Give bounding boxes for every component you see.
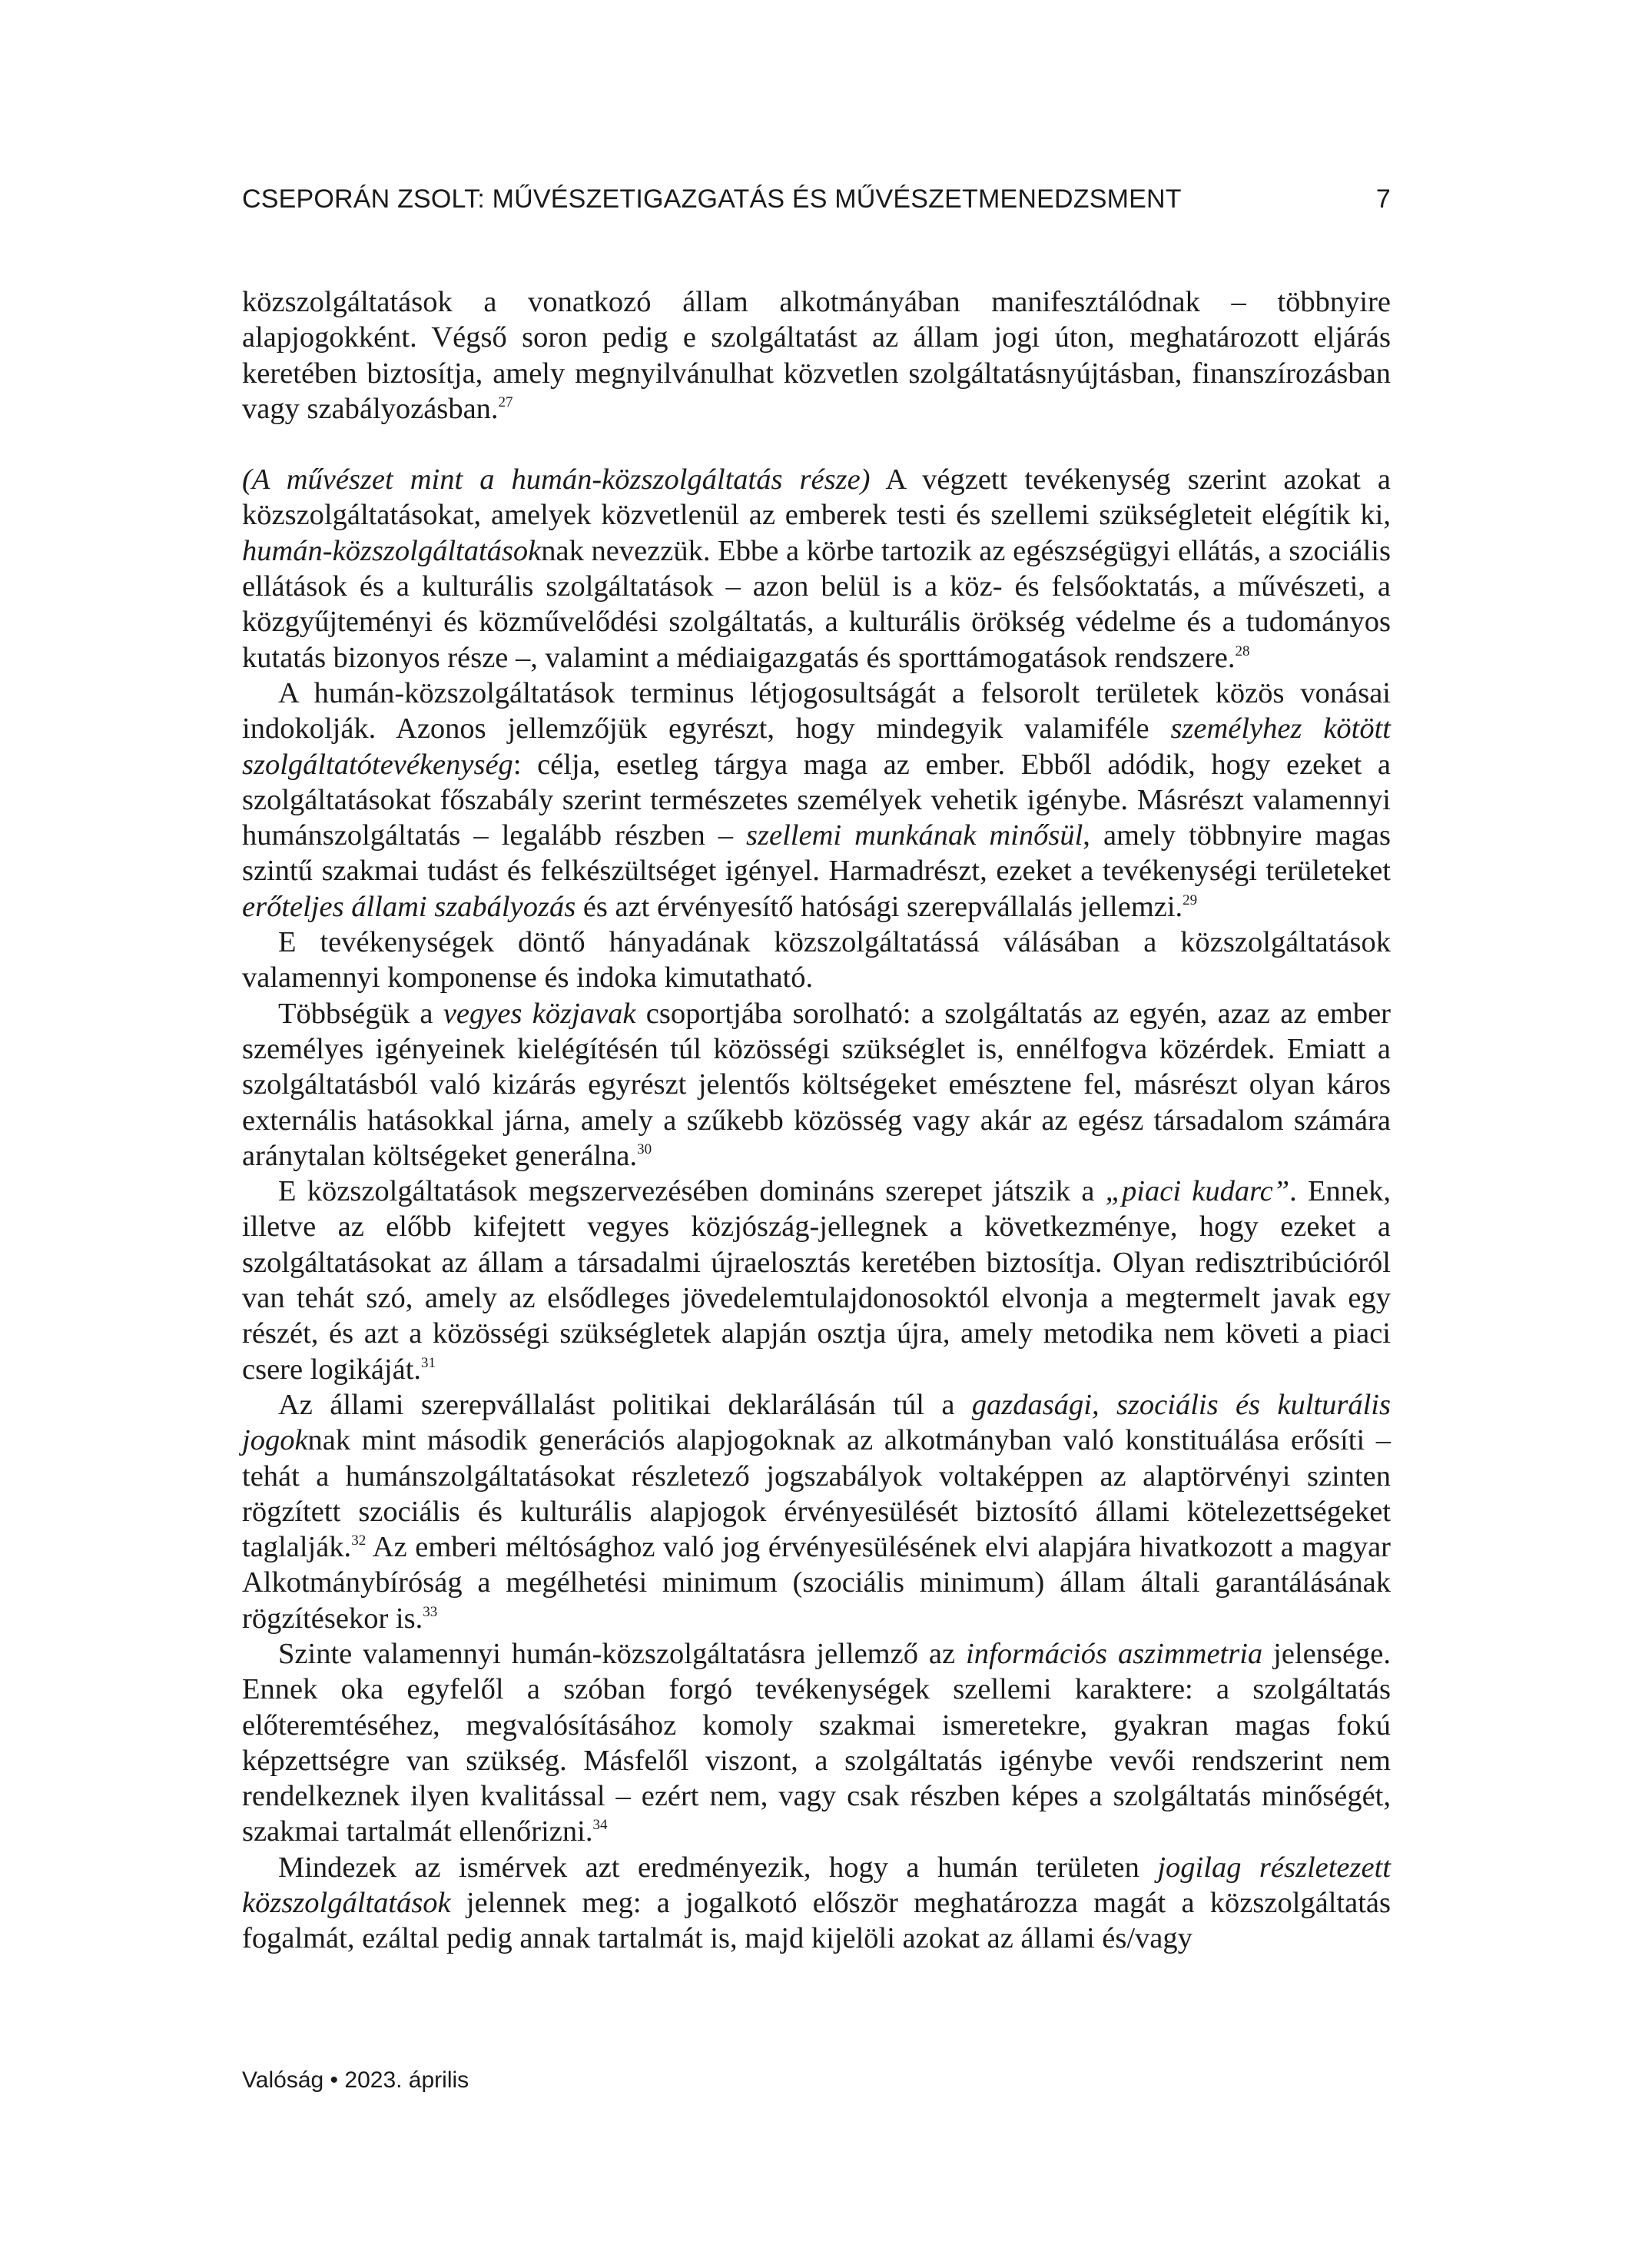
italic-emphasis: vegyes közjavak xyxy=(443,997,636,1030)
italic-emphasis: jogilag részletezett közszolgáltatások xyxy=(242,1851,1391,1920)
text-run: nak nevezzük. Ebbe a körbe tartozik az egészségügyi ellátás, a szociális ellátások és a kulturális szolgáltatások – azon belül is a köz- és felsőoktatás, a művészeti, a közgyűjteményi és közművelődési szolgáltatás, a kulturális örökség védelme és a tudományos kutatás bizonyos része –, valamint a médiaigazgatás és sporttámogatások rendszere. xyxy=(242,534,1391,674)
italic-emphasis: információs aszimmetria xyxy=(966,1637,1263,1670)
text-run: nak mint második generációs alapjogoknak az alkotmányban való konstituálása erősíti – tehát a humánszolgáltatásokat részletező jogszabályok voltaképpen az alaptörvényi szinten rögzített szociális és kulturális alapjogok érvényesülését biztosító állami kötelezettségeket taglalják. xyxy=(242,1424,1391,1564)
italic-emphasis: gazdasági, szociális és kulturális jogok xyxy=(242,1388,1391,1457)
text-run: A humán-közszolgáltatások terminus létjogosultságát a felsorolt területek közös vonásai indokolják. Azonos jellemzőjük egyrészt, hogy mindegyik valamiféle xyxy=(242,676,1391,745)
paragraph xyxy=(242,284,1391,427)
text-run: E közszolgáltatások megszervezésében domináns szerepet játszik a xyxy=(278,1175,1106,1208)
paragraph xyxy=(242,925,1391,996)
text-run: , amely többnyire magas szintű szakmai tudást és felkészültséget igényel. Harmadrészt, ezeket a tevékenységi területeket xyxy=(242,819,1391,888)
italic-emphasis: szellemi munkának minősül xyxy=(746,819,1083,852)
italic-emphasis: (A művészet mint a humán-közszolgáltatás része) xyxy=(242,463,871,496)
text-run: jelennek meg: a jogalkotó először meghatározza magát a közszolgáltatás fogalmát, ezáltal pedig annak tartalmát is, majd kijelöli azokat az állami és/vagy xyxy=(242,1887,1391,1955)
page-number: 7 xyxy=(1375,184,1391,214)
text-run: Az emberi méltósághoz való jog érvényesülésének elvi alapjára hivatkozott a magyar Alkotmánybíróság a megélhetési minimum (szociális minimum) állam általi garantálásának rögzítésekor is. xyxy=(242,1531,1391,1635)
text-run: jelensége. Ennek oka egyfelől a szóban forgó tevékenységek szellemi karaktere: a szolgáltatás előteremtéséhez, megvalósításához komoly szakmai ismeretekre, gyakran magas fokú képzettségre van szükség. Másfelől viszont, a szolgáltatás igénybe vevői rendszerint nem rendelkeznek ilyen kvalitással – ezért nem, vagy csak részben képes a szolgáltatás minőségét, szakmai tartalmát ellenőrizni. xyxy=(242,1637,1391,1848)
text-run: Szinte valamennyi humán-közszolgáltatásra jellemző az xyxy=(278,1637,967,1670)
paragraph xyxy=(242,1636,1391,1850)
footnote-marker: 29 xyxy=(1183,892,1198,908)
footnote-marker: 27 xyxy=(498,393,513,410)
running-title: CSEPORÁN ZSOLT: MŰVÉSZETIGAZGATÁS ÉS MŰVÉSZETMENEDZSMENT xyxy=(242,184,1182,214)
italic-emphasis: személyhez kötött szolgáltatótevékenység xyxy=(242,712,1392,781)
paragraph xyxy=(242,996,1391,1174)
text-run: Az állami szerepvállalást politikai deklarálásán túl a xyxy=(278,1388,972,1421)
paragraph xyxy=(242,676,1391,925)
text-run: és azt érvényesítő hatósági szerepvállalás jellemzi. xyxy=(576,890,1183,923)
footnote-marker: 32 xyxy=(351,1532,367,1549)
text-run: Mindezek az ismérvek azt eredményezik, hogy a humán területen xyxy=(278,1851,1158,1884)
text-run: E tevékenységek döntő hányadának közszolgáltatássá válásában a közszolgáltatások valamennyi komponense és indoka kimutatható. xyxy=(242,926,1391,995)
text-run: közszolgáltatások a vonatkozó állam alkotmányában manifesztálódnak – többnyire alapjogokként. Végső soron pedig e szolgáltatást az állam jogi úton, meghatározott eljárás keretében biztosítja, amely megnyilvánulhat közvetlen szolgáltatásnyújtásban, finanszírozásban vagy szabályozásban. xyxy=(242,286,1391,425)
italic-emphasis: humán-közszolgáltatások xyxy=(242,534,542,567)
footnote-marker: 33 xyxy=(423,1603,438,1620)
footnote-marker: 30 xyxy=(637,1141,652,1157)
text-run: csoportjába sorolható: a szolgáltatás az egyén, azaz az ember személyes igényeinek kielégítésén túl közösségi szükséglet is, ennélfogva közérdek. Emiatt a szolgáltatásból való kizárás egyrészt jelentős költségeket emésztene fel, másrészt olyan káros externális hatásokkal járna, amely a szűkebb közösség vagy akár az egész társadalom számára aránytalan költségeket generálna. xyxy=(242,997,1391,1172)
journal-name: Valóság xyxy=(242,2067,324,2093)
footnote-marker: 28 xyxy=(1235,643,1250,659)
page-footer xyxy=(242,2067,469,2094)
italic-emphasis: erőteljes állami szabályozás xyxy=(242,890,576,923)
paragraph xyxy=(242,1174,1391,1387)
text-run: . Ennek, illetve az előbb kifejtett vegyes közjószág-jellegnek a következménye, hogy ezeket a szolgáltatásokat az állam a társadalmi újraelosztás keretében biztosítja. Olyan redisztribúcióról van tehát szó, amely az elsődleges jövedelemtulajdonosoktól elvonja a megtermelt javak egy részét, és azt a közösségi szükségletek alapján osztja újra, amely metodika nem követi a piaci csere logikáját. xyxy=(242,1175,1391,1386)
issue-date: 2023. április xyxy=(344,2067,469,2093)
text-run: : célja, esetleg tárgya maga az ember. Ebből adódik, hogy ezeket a szolgáltatásokat főszabály szerint természetes személyek vehetik igénybe. Másrészt valamennyi humánszolgáltatás – legalább részben – xyxy=(242,748,1391,852)
running-header xyxy=(242,184,1391,214)
footer-separator: • xyxy=(330,2067,339,2093)
paragraph xyxy=(242,1387,1391,1636)
paragraph xyxy=(242,462,1391,676)
article-body xyxy=(242,284,1391,1957)
text-run: Többségük a xyxy=(278,997,443,1030)
footnote-marker: 31 xyxy=(421,1354,436,1371)
footnote-marker: 34 xyxy=(592,1817,608,1834)
paragraph xyxy=(242,1850,1391,1957)
italic-emphasis: „piaci kudarc” xyxy=(1105,1175,1290,1208)
text-run: A végzett tevékenység szerint azokat a közszolgáltatásokat, amelyek közvetlenül az emberek testi és szellemi szükségleteit elégítik ki, xyxy=(242,463,1391,532)
